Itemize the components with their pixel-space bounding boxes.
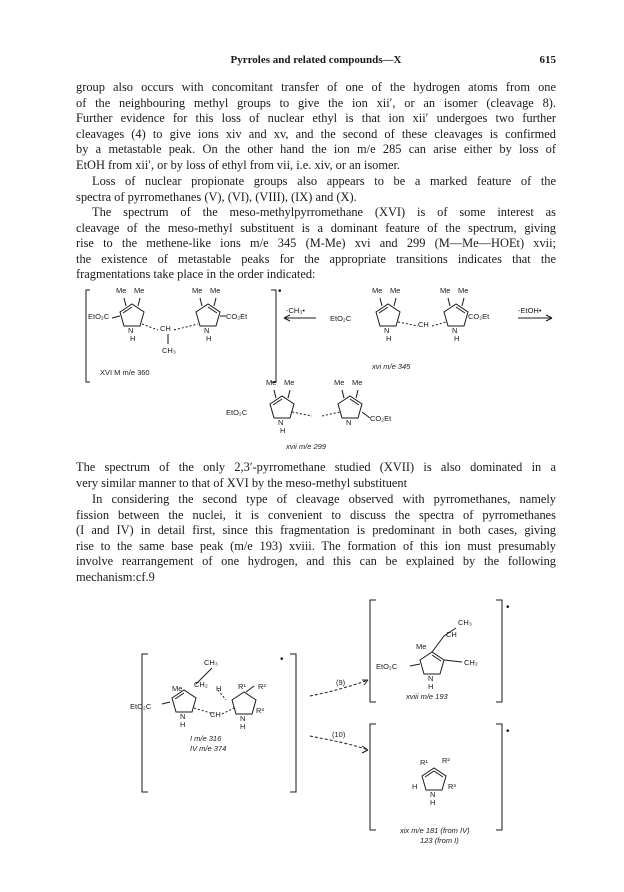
text-line: mechanism:cf.9 [76,569,155,584]
h-label: H [130,334,136,343]
co2et-label: CO₂Et [468,312,490,321]
text-line: rise to the same base peak (m/e 193) xviii. The formation of this ion must presumably [76,538,556,553]
text-line: group also occurs with concomitant transfer of one of the hydrogen atoms from one [76,80,556,94]
text-line: (I and IV) in detail first, since this fragmentation is predominant in both cases, giving [76,523,556,538]
r2-label: R² [442,756,450,765]
bracket-right [496,600,502,702]
radical-dot: • [280,654,284,665]
me-label: Me [266,378,277,387]
text-line: In considering the second type of cleavage observed with pyrromethanes, namely [92,492,556,506]
radical-dot: • [506,602,510,613]
ch3-label: CH₃ [162,346,176,355]
ch3-label: CH₃ [204,658,218,667]
ch-label: CH [160,324,171,333]
text-line: fission between the nuclei, it is convenient to discuss the spectra of pyrromethanes [76,507,556,522]
paragraph-4 [76,460,556,491]
me-label: Me [284,378,295,387]
scheme-1 [86,282,556,462]
h-label: H [430,798,436,807]
h-label: H [180,720,186,729]
eto2c-label: EtO₂C [130,702,152,711]
compound-iv-caption: IV m/e 374 [190,744,227,753]
ch-label: CH [210,710,221,719]
paragraph-3 [76,205,556,283]
paragraph-1 [76,80,556,174]
ion-xix-caption: xix m/e 181 (from IV) [400,826,470,835]
me-label: Me [458,286,469,295]
bracket-left [86,290,90,382]
text-line: very similar manner to that of XVI by the meso-methyl substituent [76,475,408,490]
radical-dot: • [506,726,510,737]
compound-i-caption: I m/e 316 [190,734,222,743]
bracket-left [370,724,376,830]
text-line: cleavage of the meso-methyl substituent is a dominant feature of the spectrum, giving [76,220,556,235]
pyrrole-ring [232,692,256,714]
n-label: N [180,712,186,721]
bracket-right [271,290,276,382]
ch2-label: CH₂ [194,680,208,689]
r1-label: R¹ [238,682,246,691]
ion-xvii-caption: xvii m/e 299 [286,442,327,451]
bracket-left [370,600,376,702]
text-line: fragmentations take place in the order indicated: [76,267,316,282]
co2et-label: CO₂Et [370,414,392,423]
me-label: Me [192,286,203,295]
me-label: Me [116,286,127,295]
arrow-label: -CH₃• [286,306,306,315]
ion-123-caption: 123 (from I) [420,836,459,845]
text-line: Loss of nuclear propionate groups also appears to be a marked feature of the [92,174,556,188]
me-label: Me [334,378,345,387]
paragraph-2 [76,174,556,205]
running-title: Pyrroles and related compounds—X [230,54,402,66]
n-label: N [278,418,284,427]
eto2c-label: EtO₂C [226,408,248,417]
scheme-1-drawing [86,282,556,462]
n-label: N [240,714,246,723]
h-label: H [428,682,434,691]
r2-label: R² [258,682,266,691]
h-label: H [206,334,212,343]
text-line: EtOH from xii′, or by loss of ethyl from vii, i.e. xiv, or an isomer. [76,157,401,172]
bracket-left [142,654,148,792]
ion-xvi-caption: xvi m/e 345 [372,362,411,371]
text-line: of the neighbouring methyl groups to give the ion xii′, or an isomer (cleavage 8). [76,95,556,110]
arrow-label: (9) [336,678,346,687]
me-label: Me [210,286,221,295]
h-label: H [240,722,246,731]
n-label: N [428,674,434,683]
compound-xvi-caption: XVI M m/e 360 [100,368,150,377]
radical-dot: • [278,286,282,297]
n-label: N [204,326,210,335]
me-label: Me [440,286,451,295]
ch2-label: CH₂ [464,658,478,667]
text-line: The spectrum of the meso-methylpyrromethane (XVI) is of some interest as [92,205,556,219]
text-line: spectra of pyrromethanes (V), (VI), (VIII), (IX) and (X). [76,189,357,204]
n-label: N [430,790,436,799]
me-label: Me [352,378,363,387]
co2et-label: CO₂Et [226,312,248,321]
r3-label: R³ [448,782,456,791]
bracket-right [290,654,296,792]
h-label: H [216,684,222,693]
text-line: by a metastable peak. On the other hand the ion m/e 285 can arise either by loss of [76,142,556,157]
ch-label: CH [446,630,457,639]
r1-label: R¹ [420,758,428,767]
arrow-label: -EtOH• [518,306,542,315]
paragraph-5 [76,492,556,586]
h-label: H [280,426,286,435]
me-label: Me [372,286,383,295]
r3-label: R³ [256,706,264,715]
scheme-2 [130,596,530,844]
n-label: N [346,418,352,427]
n-label: N [452,326,458,335]
text-line: The spectrum of the only 2,3′-pyrromethane studied (XVII) is also dominated in a [76,460,556,474]
bracket-right [496,724,502,830]
me-label: Me [172,684,183,693]
text-line: involve rearrangement of one hydrogen, and this can be explained by the following [76,554,556,569]
h-label: H [412,782,418,791]
scheme-2-drawing [130,596,530,844]
eto2c-label: EtO₂C [88,312,110,321]
ion-xviii-caption: xviii m/e 193 [406,692,448,701]
h-label: H [386,334,392,343]
text-line: Further evidence for this loss of nuclear ethyl is that ion xii′ undergoes two further [76,111,556,126]
me-label: Me [134,286,145,295]
n-label: N [384,326,390,335]
running-header [76,54,556,70]
ch3-label: CH₃ [458,618,472,627]
text-line: rise to the methene-like ions m/e 345 (M-Me) xvi and 299 (M—Me—HOEt) xvii; [76,236,556,251]
arrow-label: (10) [332,730,346,739]
eto2c-label: EtO₂C [376,662,398,671]
ch-label: CH [418,320,429,329]
n-label: N [128,326,134,335]
h-label: H [454,334,460,343]
me-label: Me [416,642,427,651]
text-line: the existence of metastable peaks for the appropriate transitions indicates that the [76,251,556,266]
text-line: cleavages (4) to give ions xiv and xv, and the second of these cleavages is confirmed [76,126,556,141]
eto2c-label: EtO₂C [330,314,352,323]
me-label: Me [390,286,401,295]
page-number: 615 [539,54,556,66]
